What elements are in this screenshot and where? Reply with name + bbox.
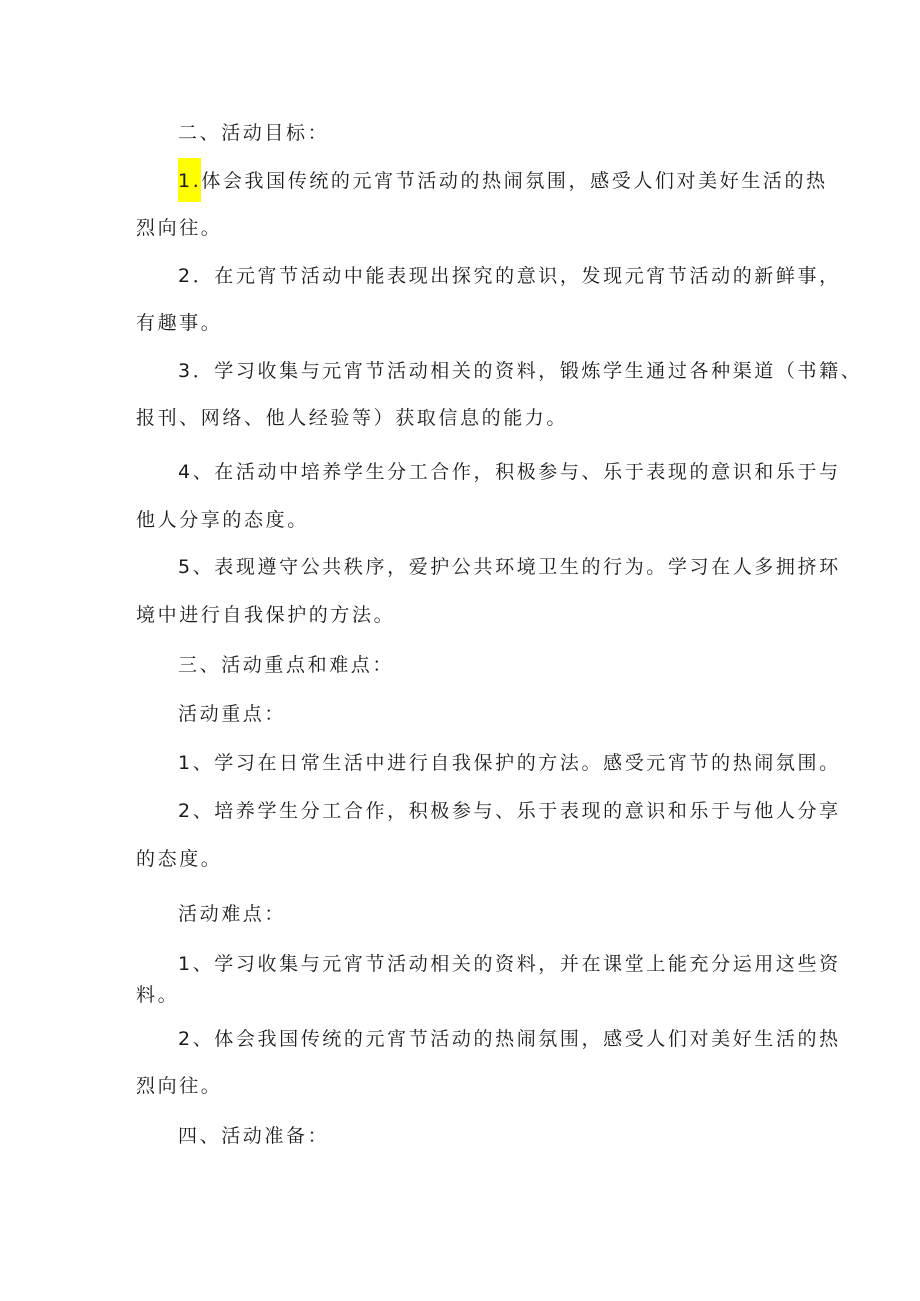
key-point-1: 1、学习在日常生活中进行自我保护的方法。感受元宵节的热闹氛围。	[178, 752, 841, 774]
goal-1-line-2: 烈向往。	[136, 217, 223, 239]
goal-3-line-2: 报刊、网络、他人经验等）获取信息的能力。	[136, 407, 569, 429]
difficulty-2-line-1: 2、体会我国传统的元宵节活动的热闹氛围，感受人们对美好生活的热	[178, 1028, 841, 1050]
difficulty-1-line-2: 料。	[136, 984, 180, 1006]
key-point-2-line-2: 的态度。	[136, 848, 223, 870]
goal-4-line-2: 他人分享的态度。	[136, 509, 309, 531]
key-points-label: 活动重点：	[178, 703, 287, 725]
goal-4-line-1: 4、在活动中培养学生分工合作，积极参与、乐于表现的意识和乐于与	[178, 461, 841, 483]
goal-1-text: 体会我国传统的元宵节活动的热闹氛围，感受人们对美好生活的热	[201, 170, 828, 192]
section-heading-preparation: 四、活动准备：	[178, 1125, 330, 1147]
difficulty-2-line-2: 烈向往。	[136, 1075, 223, 1097]
goal-5-line-1: 5、表现遵守公共秩序，爱护公共环境卫生的行为。学习在人多拥挤环	[178, 556, 841, 578]
section-heading-key-points: 三、活动重点和难点：	[178, 654, 395, 676]
section-heading-goals: 二、活动目标：	[178, 122, 330, 144]
goal-2-line-2: 有趣事。	[136, 312, 223, 334]
goal-5-line-2: 境中进行自我保护的方法。	[136, 604, 396, 626]
goal-3-line-1: 3．学习收集与元宵节活动相关的资料，锻炼学生通过各种渠道（书籍、	[178, 360, 863, 382]
key-point-2-line-1: 2、培养学生分工合作，积极参与、乐于表现的意识和乐于与他人分享	[178, 800, 841, 822]
highlighted-number: 1.	[178, 158, 201, 202]
goal-1-line-1	[178, 169, 828, 193]
difficulty-1-line-1: 1、学习收集与元宵节活动相关的资料，并在课堂上能充分运用这些资	[178, 953, 841, 975]
difficulties-label: 活动难点：	[178, 903, 287, 925]
goal-2-line-1: 2．在元宵节活动中能表现出探究的意识，发现元宵节活动的新鲜事，	[178, 265, 841, 287]
